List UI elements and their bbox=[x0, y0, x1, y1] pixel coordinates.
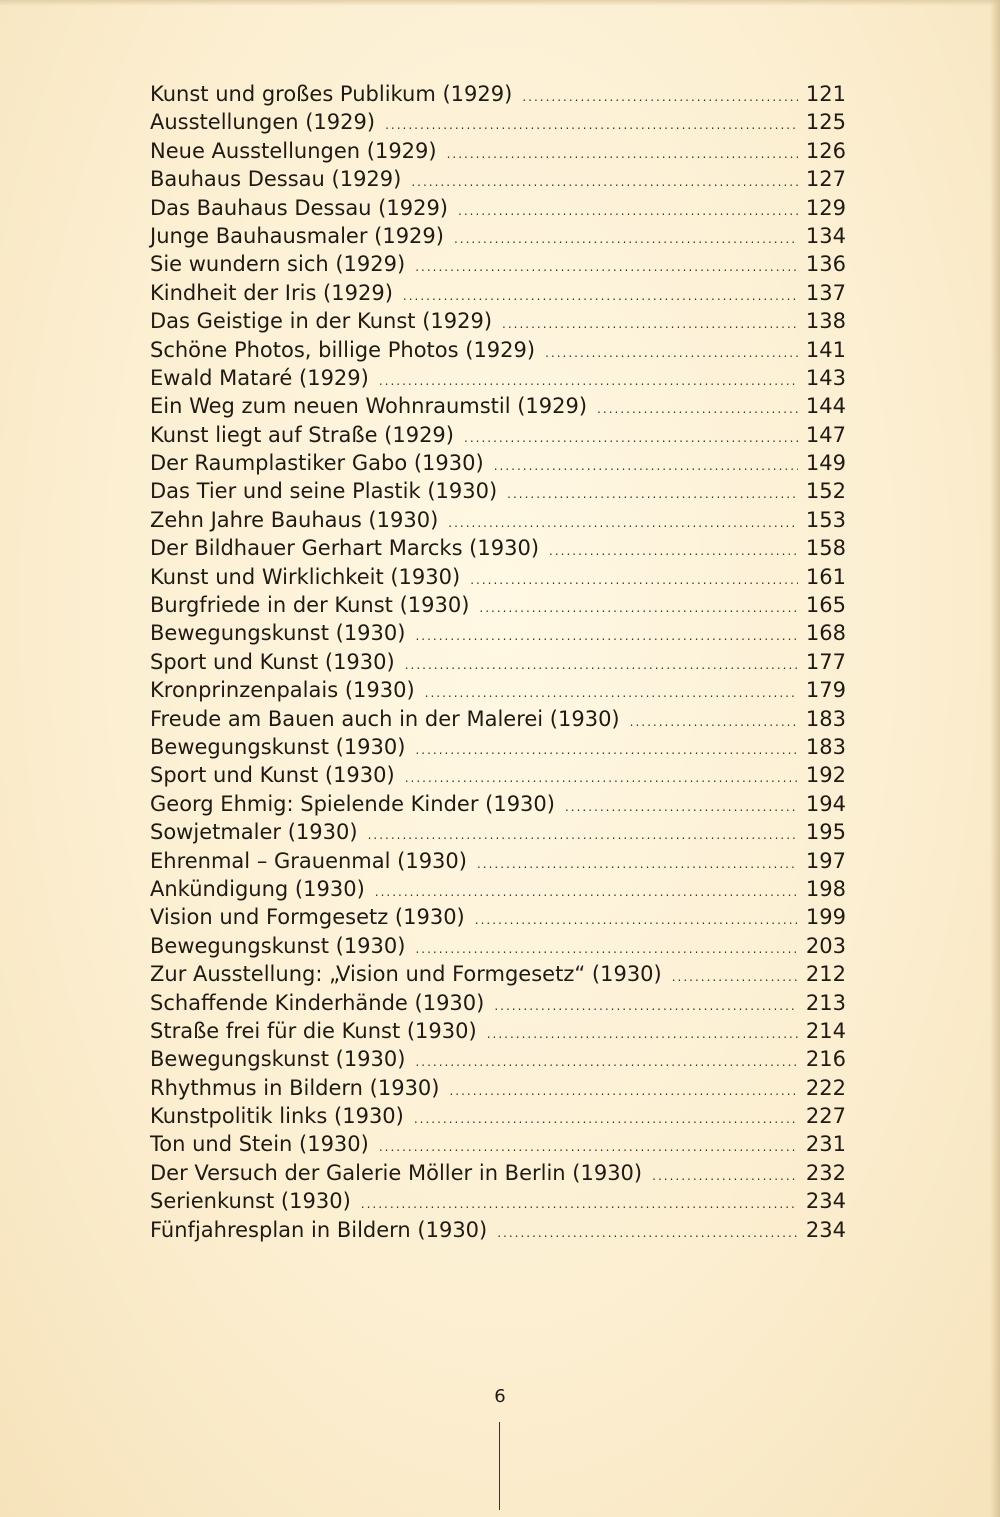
toc-entry-page: 183 bbox=[805, 706, 846, 731]
toc-entry bbox=[150, 761, 846, 789]
dot-leader bbox=[475, 906, 798, 934]
toc-entry-title: Zehn Jahre Bauhaus (1930) bbox=[150, 507, 439, 532]
dot-leader bbox=[458, 197, 798, 225]
dot-leader bbox=[361, 1190, 798, 1218]
toc-entry-title: Kunst und Wirklichkeit (1930) bbox=[150, 564, 461, 589]
toc-entry bbox=[150, 534, 846, 562]
toc-entry-title: Straße frei für die Kunst (1930) bbox=[150, 1018, 477, 1043]
dot-leader bbox=[403, 282, 798, 310]
toc-entry-title: Freude am Bauen auch in der Malerei (1930) bbox=[150, 706, 620, 731]
dot-leader bbox=[405, 764, 798, 792]
dot-leader bbox=[464, 424, 798, 452]
toc-entry bbox=[150, 194, 846, 222]
dot-leader bbox=[415, 1048, 798, 1076]
toc-entry bbox=[150, 875, 846, 903]
toc-entry-title: Bewegungskunst (1930) bbox=[150, 734, 406, 759]
toc-entry bbox=[150, 250, 846, 278]
dot-leader bbox=[470, 566, 798, 594]
toc-entry bbox=[150, 903, 846, 931]
dot-leader bbox=[487, 1020, 798, 1048]
toc-entry-title: Burgfriede in der Kunst (1930) bbox=[150, 593, 470, 618]
toc-entry-title: Ton und Stein (1930) bbox=[150, 1132, 369, 1157]
toc-entry bbox=[150, 392, 846, 420]
toc-entry-title: Ankündigung (1930) bbox=[150, 876, 365, 901]
toc-entry bbox=[150, 1102, 846, 1130]
toc-entry-page: 149 bbox=[805, 451, 846, 476]
dot-leader bbox=[447, 140, 798, 168]
dot-leader bbox=[448, 509, 798, 537]
toc-entry-page: 183 bbox=[805, 734, 846, 759]
toc-entry-title: Der Versuch der Galerie Möller in Berlin (1930) bbox=[150, 1160, 643, 1185]
toc-entry-page: 192 bbox=[805, 763, 846, 788]
toc-entry bbox=[150, 506, 846, 534]
toc-entry-page: 199 bbox=[805, 905, 846, 930]
toc-entry-page: 125 bbox=[805, 110, 846, 135]
toc-entry-page: 232 bbox=[805, 1160, 846, 1185]
toc-entry-page: 141 bbox=[805, 337, 846, 362]
toc-entry-page: 134 bbox=[805, 223, 846, 248]
toc-entry-page: 231 bbox=[805, 1132, 846, 1157]
toc-entry-page: 127 bbox=[805, 167, 846, 192]
toc-entry-page: 137 bbox=[805, 280, 846, 305]
dot-leader bbox=[375, 878, 798, 906]
toc-entry-page: 234 bbox=[805, 1217, 846, 1242]
toc-entry bbox=[150, 818, 846, 846]
toc-entry-page: 212 bbox=[805, 962, 846, 987]
toc-entry bbox=[150, 80, 846, 108]
toc-entry bbox=[150, 960, 846, 988]
toc-entry bbox=[150, 591, 846, 619]
dot-leader bbox=[415, 253, 798, 281]
toc-entry-title: Kronprinzenpalais (1930) bbox=[150, 678, 415, 703]
toc-entry-title: Sie wundern sich (1929) bbox=[150, 252, 406, 277]
dot-leader bbox=[385, 111, 798, 139]
dot-leader bbox=[415, 935, 798, 963]
toc-entry bbox=[150, 733, 846, 761]
toc-entry bbox=[150, 705, 846, 733]
toc-entry-title: Georg Ehmig: Spielende Kinder (1930) bbox=[150, 791, 555, 816]
dot-leader bbox=[379, 367, 798, 395]
toc-entry bbox=[150, 421, 846, 449]
toc-entry-page: 234 bbox=[805, 1189, 846, 1214]
toc-entry-title: Sport und Kunst (1930) bbox=[150, 763, 395, 788]
toc-entry-page: 161 bbox=[805, 564, 846, 589]
toc-entry bbox=[150, 932, 846, 960]
toc-entry bbox=[150, 648, 846, 676]
toc-entry bbox=[150, 108, 846, 136]
toc-entry-title: Zur Ausstellung: „Vision und Formgesetz“ (1930) bbox=[150, 962, 662, 987]
toc-entry-page: 129 bbox=[805, 195, 846, 220]
toc-entry-page: 153 bbox=[805, 507, 846, 532]
toc-entry bbox=[150, 165, 846, 193]
dot-leader bbox=[565, 793, 798, 821]
toc-entry-title: Das Bauhaus Dessau (1929) bbox=[150, 195, 448, 220]
toc-entry-page: 179 bbox=[805, 678, 846, 703]
toc-entry-page: 216 bbox=[805, 1047, 846, 1072]
toc-entry-title: Bauhaus Dessau (1929) bbox=[150, 167, 402, 192]
toc-entry bbox=[150, 1074, 846, 1102]
toc-entry bbox=[150, 563, 846, 591]
toc-entry-title: Bewegungskunst (1930) bbox=[150, 1047, 406, 1072]
dot-leader bbox=[597, 395, 798, 423]
toc-entry-page: 147 bbox=[805, 422, 846, 447]
toc-entry-title: Ewald Mataré (1929) bbox=[150, 365, 369, 390]
toc-entry-page: 165 bbox=[805, 593, 846, 618]
toc-entry bbox=[150, 1045, 846, 1073]
toc-entry bbox=[150, 364, 846, 392]
toc-entry-page: 195 bbox=[805, 820, 846, 845]
dot-leader bbox=[630, 708, 798, 736]
toc-entry-page: 144 bbox=[805, 394, 846, 419]
dot-leader bbox=[502, 310, 798, 338]
toc-entry bbox=[150, 619, 846, 647]
toc-entry-title: Bewegungskunst (1930) bbox=[150, 933, 406, 958]
dot-leader bbox=[479, 594, 798, 622]
gutter-line bbox=[499, 1422, 500, 1510]
dot-leader bbox=[405, 651, 798, 679]
toc-entry-title: Rhythmus in Bildern (1930) bbox=[150, 1075, 440, 1100]
toc-entry-page: 213 bbox=[805, 990, 846, 1015]
toc-entry-title: Schaffende Kinderhände (1930) bbox=[150, 990, 485, 1015]
dot-leader bbox=[411, 168, 798, 196]
toc-entry-page: 203 bbox=[805, 933, 846, 958]
toc-entry-page: 138 bbox=[805, 309, 846, 334]
toc-entry-title: Kunstpolitik links (1930) bbox=[150, 1104, 404, 1129]
dot-leader bbox=[507, 480, 798, 508]
toc-entry bbox=[150, 307, 846, 335]
dot-leader bbox=[449, 1077, 798, 1105]
dot-leader bbox=[494, 992, 798, 1020]
toc-entry bbox=[150, 676, 846, 704]
toc-entry-page: 214 bbox=[805, 1018, 846, 1043]
toc-entry-title: Ein Weg zum neuen Wohnraumstil (1929) bbox=[150, 394, 588, 419]
toc-entry-title: Bewegungskunst (1930) bbox=[150, 621, 406, 646]
toc-entry-title: Sport und Kunst (1930) bbox=[150, 649, 395, 674]
dot-leader bbox=[494, 452, 798, 480]
toc-entry-title: Neue Ausstellungen (1929) bbox=[150, 138, 437, 163]
toc-entry-page: 143 bbox=[805, 365, 846, 390]
toc-entry bbox=[150, 790, 846, 818]
toc-entry-title: Das Geistige in der Kunst (1929) bbox=[150, 309, 493, 334]
toc-entry-page: 197 bbox=[805, 848, 846, 873]
dot-leader bbox=[545, 339, 798, 367]
toc-entry-title: Kunst und großes Publikum (1929) bbox=[150, 82, 513, 106]
toc-entry bbox=[150, 1159, 846, 1187]
toc-entry-title: Fünfjahresplan in Bildern (1930) bbox=[150, 1217, 488, 1242]
toc-entry-page: 194 bbox=[805, 791, 846, 816]
toc-entry-title: Schöne Photos, billige Photos (1929) bbox=[150, 337, 536, 362]
toc-entry-title: Der Bildhauer Gerhart Marcks (1930) bbox=[150, 536, 540, 561]
toc-entry bbox=[150, 1187, 846, 1215]
dot-leader bbox=[379, 1133, 798, 1161]
toc-entry bbox=[150, 336, 846, 364]
dot-leader bbox=[368, 821, 798, 849]
dot-leader bbox=[522, 83, 798, 111]
toc-entry-title: Kunst liegt auf Straße (1929) bbox=[150, 422, 454, 447]
dot-leader bbox=[415, 622, 798, 650]
toc-entry-page: 121 bbox=[805, 82, 846, 106]
dot-leader bbox=[425, 679, 798, 707]
toc-entry-title: Kindheit der Iris (1929) bbox=[150, 280, 393, 305]
toc-entry bbox=[150, 847, 846, 875]
toc-entry-page: 126 bbox=[805, 138, 846, 163]
toc-entry-title: Der Raumplastiker Gabo (1930) bbox=[150, 451, 484, 476]
toc-entry-title: Ehrenmal – Grauenmal (1930) bbox=[150, 848, 467, 873]
page-number: 6 bbox=[494, 1386, 506, 1407]
toc-entry-title: Junge Bauhausmaler (1929) bbox=[150, 223, 444, 248]
dot-leader bbox=[477, 850, 798, 878]
toc-entry-page: 158 bbox=[805, 536, 846, 561]
toc-entry-page: 177 bbox=[805, 649, 846, 674]
page-top-edge bbox=[0, 0, 1000, 6]
toc-entry-page: 227 bbox=[805, 1104, 846, 1129]
toc-entry-page: 168 bbox=[805, 621, 846, 646]
dot-leader bbox=[497, 1219, 798, 1247]
toc-entry bbox=[150, 222, 846, 250]
toc-entry-page: 222 bbox=[805, 1075, 846, 1100]
toc-entry bbox=[150, 989, 846, 1017]
toc-entry bbox=[150, 1216, 846, 1244]
toc-entry-page: 198 bbox=[805, 876, 846, 901]
toc-entry-title: Sowjetmaler (1930) bbox=[150, 820, 358, 845]
dot-leader bbox=[652, 1162, 798, 1190]
dot-leader bbox=[549, 537, 798, 565]
toc-entry-title: Serienkunst (1930) bbox=[150, 1189, 351, 1214]
toc-entry-title: Ausstellungen (1929) bbox=[150, 110, 376, 135]
dot-leader bbox=[672, 963, 798, 991]
toc-entry bbox=[150, 449, 846, 477]
toc-entry bbox=[150, 137, 846, 165]
toc-entry bbox=[150, 477, 846, 505]
table-of-contents bbox=[150, 80, 846, 1244]
toc-entry bbox=[150, 279, 846, 307]
page-right-edge bbox=[990, 0, 1000, 1517]
toc-entry bbox=[150, 1017, 846, 1045]
dot-leader bbox=[414, 1105, 798, 1133]
dot-leader bbox=[415, 736, 798, 764]
toc-entry-title: Das Tier und seine Plastik (1930) bbox=[150, 479, 498, 504]
toc-entry bbox=[150, 1130, 846, 1158]
toc-entry-title: Vision und Formgesetz (1930) bbox=[150, 905, 465, 930]
toc-entry-page: 136 bbox=[805, 252, 846, 277]
dot-leader bbox=[454, 225, 798, 253]
toc-entry-page: 152 bbox=[805, 479, 846, 504]
